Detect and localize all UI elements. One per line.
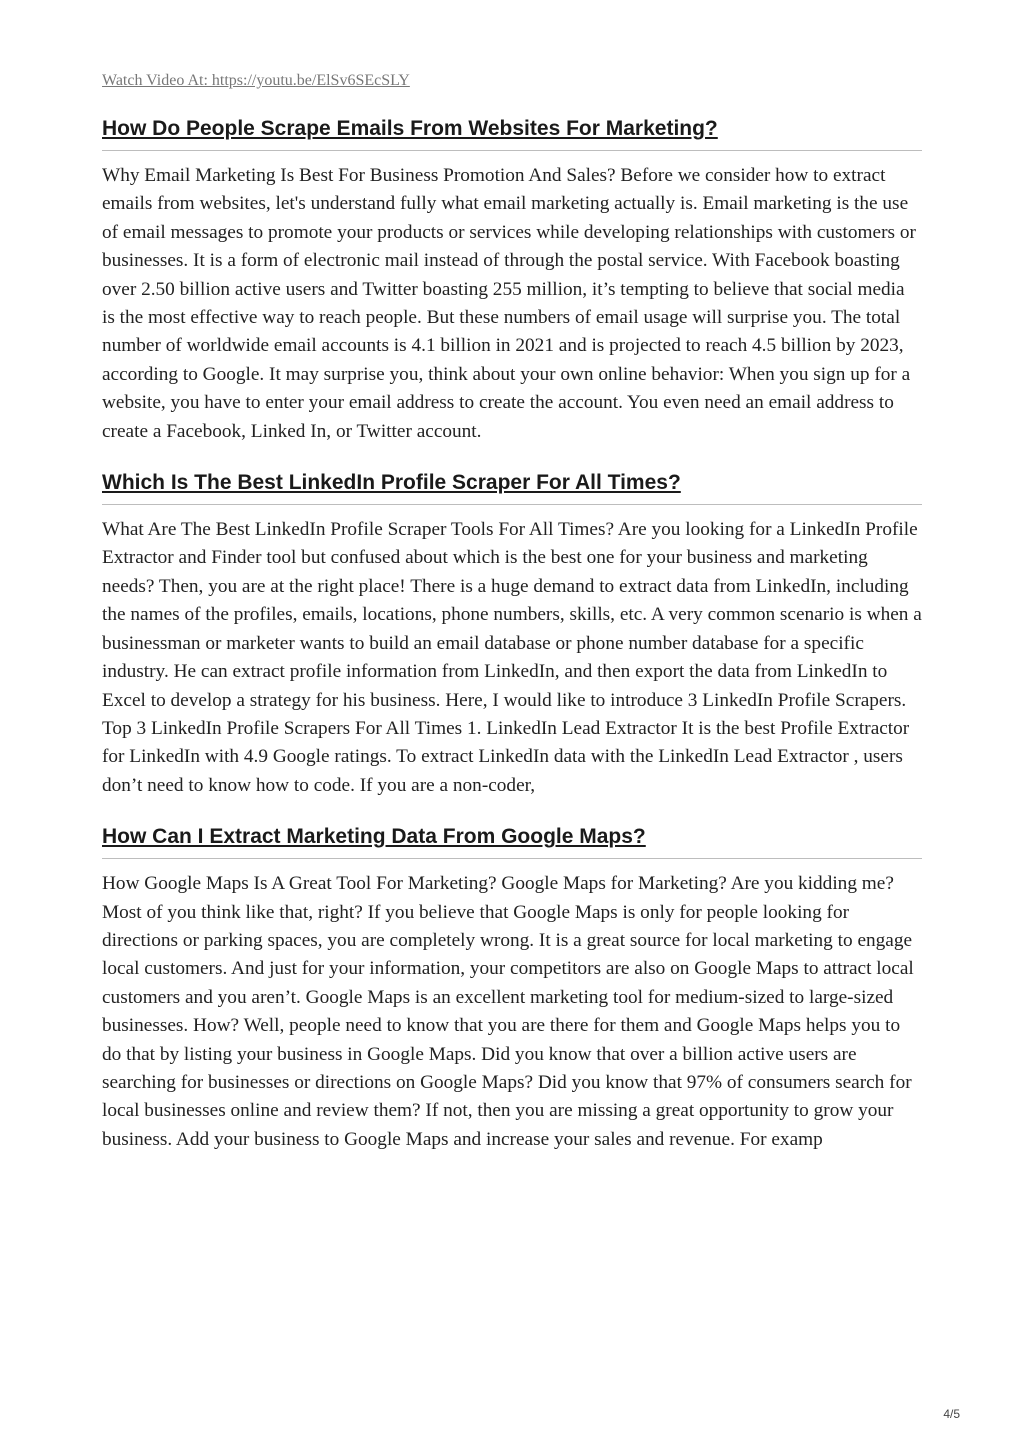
video-link[interactable]: Watch Video At: https://youtu.be/ElSv6SEcSLY — [102, 72, 410, 89]
document-page — [102, 72, 922, 1154]
section-title-link[interactable]: Which Is The Best LinkedIn Profile Scraper For All Times? — [102, 470, 922, 505]
section-title-link[interactable]: How Do People Scrape Emails From Websites For Marketing? — [102, 116, 922, 151]
section-body: What Are The Best LinkedIn Profile Scraper Tools For All Times? Are you looking for a LinkedIn Profile Extractor and Finder tool but confused about which is the best one for your business and marketing needs? Then, you are at the right place! There is a huge demand to extract data from LinkedIn, including the names of the profiles, emails, locations, phone numbers, skills, etc. A very common scenario is when a businessman or marketer wants to build an email database or phone number database for a specific industry. He can extract profile information from LinkedIn, and then export the data from LinkedIn to Excel to develop a strategy for his business. Here, I would like to introduce 3 LinkedIn Profile Scrapers. Top 3 LinkedIn Profile Scrapers For All Times 1. LinkedIn Lead Extractor It is the best Profile Extractor for LinkedIn with 4.9 Google ratings. To extract LinkedIn data with the LinkedIn Lead Extractor , users don’t need to know how to code. If you are a non-coder, — [102, 519, 922, 796]
section-body: Why Email Marketing Is Best For Business Promotion And Sales? Before we consider how to extract emails from websites, let's understand fully what email marketing actually is. Email marketing is the use of email messages to promote your products or services while developing relationships with customers or businesses. It is a form of electronic mail instead of through the postal service. With Facebook boasting over 2.50 billion active users and Twitter boasting 255 million, it’s tempting to believe that social media is the most effective way to reach people. But these numbers of email usage will surprise you. The total number of worldwide email accounts is 4.1 billion in 2021 and is projected to reach 4.5 billion by 2023, according to Google. It may surprise you, think about your own online behavior: When you sign up for a website, you have to enter your email address to create the account. You even need an email address to create a Facebook, Linked In, or Twitter account. — [102, 165, 916, 442]
section-body: How Google Maps Is A Great Tool For Marketing? Google Maps for Marketing? Are you kidding me? Most of you think like that, right? If you believe that Google Maps is only for people looking for directions or parking spaces, you are completely wrong. It is a great source for local marketing to engage local customers. And just for your information, your competitors are also on Google Maps to attract local customers and you aren’t. Google Maps is an excellent marketing tool for medium-sized to large-sized businesses. How? Well, people need to know that you are there for them and Google Maps helps you to do that by listing your business in Google Maps. Did you know that over a billion active users are searching for businesses or directions on Google Maps? Did you know that 97% of consumers search for local businesses online and review them? If not, then you are missing a great opportunity to grow your business. Add your business to Google Maps and increase your sales and revenue. For examp — [102, 873, 914, 1150]
article-section-email-scraping — [102, 116, 922, 446]
article-section-google-maps — [102, 824, 922, 1154]
page-number: 4/5 — [943, 1407, 960, 1421]
article-section-linkedin-scraper — [102, 470, 922, 800]
section-title-link[interactable]: How Can I Extract Marketing Data From Google Maps? — [102, 824, 922, 859]
